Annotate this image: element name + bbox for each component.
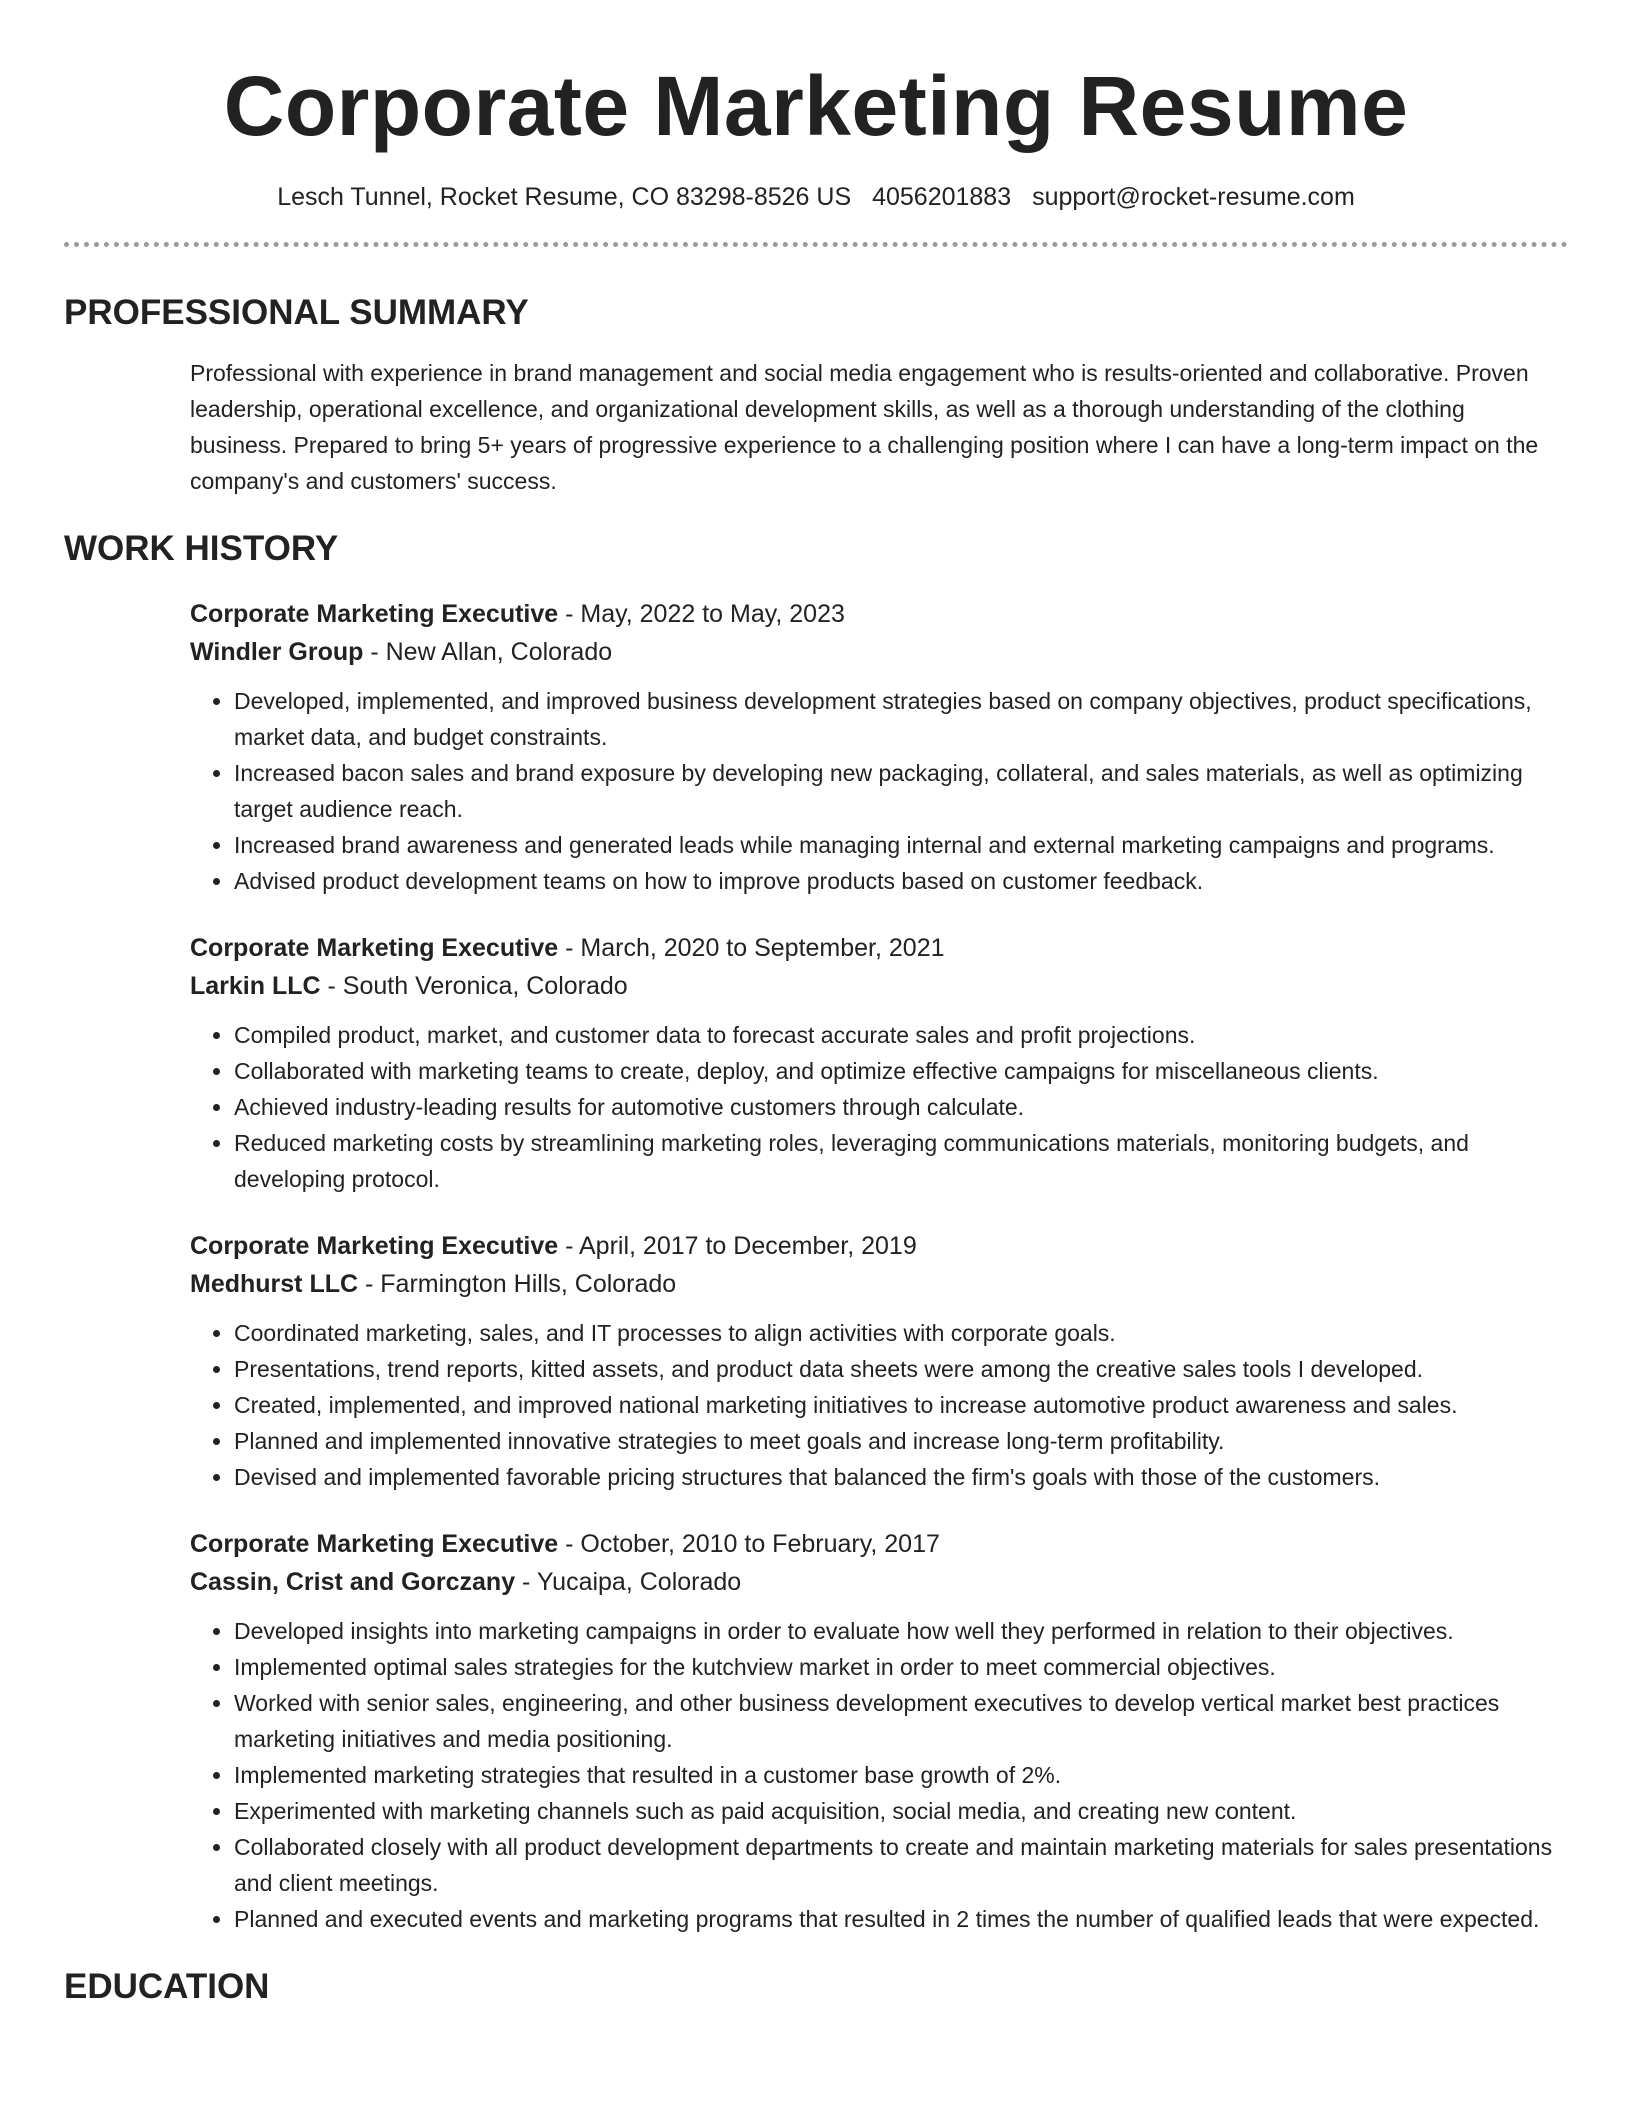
job-title-line xyxy=(190,929,1568,967)
job-bullet: • Created, implemented, and improved national marketing initiatives to increase automotive product awareness and sales. xyxy=(234,1387,1568,1423)
job-entry xyxy=(190,1525,1568,1937)
job-title: Corporate Marketing Executive xyxy=(190,600,559,628)
job-bullet: • Implemented marketing strategies that resulted in a customer base growth of 2%. xyxy=(234,1757,1568,1793)
job-location: - New Allan, Colorado xyxy=(363,638,613,666)
job-bullet: • Increased bacon sales and brand exposure by developing new packaging, collateral, and sales materials, as well as optimizing target audience reach. xyxy=(234,755,1568,827)
job-bullet: • Reduced marketing costs by streamlining marketing roles, leveraging communications materials, monitoring budgets, and developing protocol. xyxy=(234,1125,1568,1197)
job-entry xyxy=(190,595,1568,899)
job-bullet: • Collaborated closely with all product development departments to create and maintain marketing materials for sales presentations and client meetings. xyxy=(234,1829,1568,1901)
job-company: Larkin LLC xyxy=(190,972,321,1000)
resume-page xyxy=(64,0,1568,2009)
job-bullet: • Developed, implemented, and improved business development strategies based on company objectives, product specifications, market data, and budget constraints. xyxy=(234,683,1568,755)
job-bullet: • Achieved industry-leading results for automotive customers through calculate. xyxy=(234,1089,1568,1125)
job-bullets xyxy=(190,683,1568,899)
job-bullet: • Planned and implemented innovative strategies to meet goals and increase long-term profitability. xyxy=(234,1423,1568,1459)
job-company-line xyxy=(190,1563,1568,1601)
job-location: - Yucaipa, Colorado xyxy=(515,1568,742,1596)
contact-email: support@rocket-resume.com xyxy=(1032,183,1355,211)
education-heading: EDUCATION xyxy=(64,1967,270,2006)
dotted-divider xyxy=(64,242,1568,247)
contact-address: Lesch Tunnel, Rocket Resume, CO 83298-8526 US xyxy=(277,183,852,211)
job-title: Corporate Marketing Executive xyxy=(190,934,559,962)
job-bullet: • Worked with senior sales, engineering, and other business development executives to develop vertical market best practices marketing initiatives and media positioning. xyxy=(234,1685,1568,1757)
job-title-line xyxy=(190,1525,1568,1563)
job-location: - South Veronica, Colorado xyxy=(320,972,628,1000)
job-bullet: • Devised and implemented favorable pricing structures that balanced the firm's goals with those of the customers. xyxy=(234,1459,1568,1495)
job-title: Corporate Marketing Executive xyxy=(190,1232,559,1260)
work-history-heading: WORK HISTORY xyxy=(64,529,339,568)
job-company: Medhurst LLC xyxy=(190,1270,359,1298)
job-company-line xyxy=(190,1265,1568,1303)
job-bullet: • Developed insights into marketing campaigns in order to evaluate how well they performed in relation to their objectives. xyxy=(234,1613,1568,1649)
job-dates: - April, 2017 to December, 2019 xyxy=(558,1232,917,1260)
summary-heading: PROFESSIONAL SUMMARY xyxy=(64,293,529,332)
job-bullet: • Experimented with marketing channels such as paid acquisition, social media, and creating new content. xyxy=(234,1793,1568,1829)
job-company-line xyxy=(190,967,1568,1005)
summary-text: Professional with experience in brand management and social media engagement who is results-oriented and collaborative. Proven leadership, operational excellence, and organizational development skills, as well as a thorough understanding of the clothing business. Prepared to bring 5+ years of progressive experience to a challenging position where I can have a long-term impact on the company's and customers' success. xyxy=(190,360,1539,494)
job-dates: - May, 2022 to May, 2023 xyxy=(558,600,845,628)
job-bullet: • Collaborated with marketing teams to create, deploy, and optimize effective campaigns for miscellaneous clients. xyxy=(234,1053,1568,1089)
job-title-line xyxy=(190,595,1568,633)
job-company: Cassin, Crist and Gorczany xyxy=(190,1568,516,1596)
job-bullet: • Planned and executed events and marketing programs that resulted in 2 times the number of qualified leads that were expected. xyxy=(234,1901,1568,1937)
job-location: - Farmington Hills, Colorado xyxy=(358,1270,677,1298)
job-entry xyxy=(190,1227,1568,1495)
job-company-line xyxy=(190,633,1568,671)
job-bullet: • Advised product development teams on how to improve products based on customer feedback. xyxy=(234,863,1568,899)
job-dates: - March, 2020 to September, 2021 xyxy=(558,934,945,962)
job-title: Corporate Marketing Executive xyxy=(190,1530,559,1558)
contact-phone: 4056201883 xyxy=(872,183,1012,211)
job-bullet: • Increased brand awareness and generated leads while managing internal and external marketing campaigns and programs. xyxy=(234,827,1568,863)
page-title: Corporate Marketing Resume xyxy=(223,59,1409,153)
job-bullets xyxy=(190,1613,1568,1937)
job-company: Windler Group xyxy=(190,638,364,666)
job-bullets xyxy=(190,1315,1568,1495)
job-bullet: • Coordinated marketing, sales, and IT processes to align activities with corporate goals. xyxy=(234,1315,1568,1351)
job-bullets xyxy=(190,1017,1568,1197)
job-bullet: • Compiled product, market, and customer data to forecast accurate sales and profit projections. xyxy=(234,1017,1568,1053)
contact-line xyxy=(64,180,1568,214)
job-entry xyxy=(190,929,1568,1197)
job-dates: - October, 2010 to February, 2017 xyxy=(558,1530,940,1558)
job-bullet: • Implemented optimal sales strategies for the kutchview market in order to meet commercial objectives. xyxy=(234,1649,1568,1685)
job-bullet: • Presentations, trend reports, kitted assets, and product data sheets were among the creative sales tools I developed. xyxy=(234,1351,1568,1387)
job-title-line xyxy=(190,1227,1568,1265)
